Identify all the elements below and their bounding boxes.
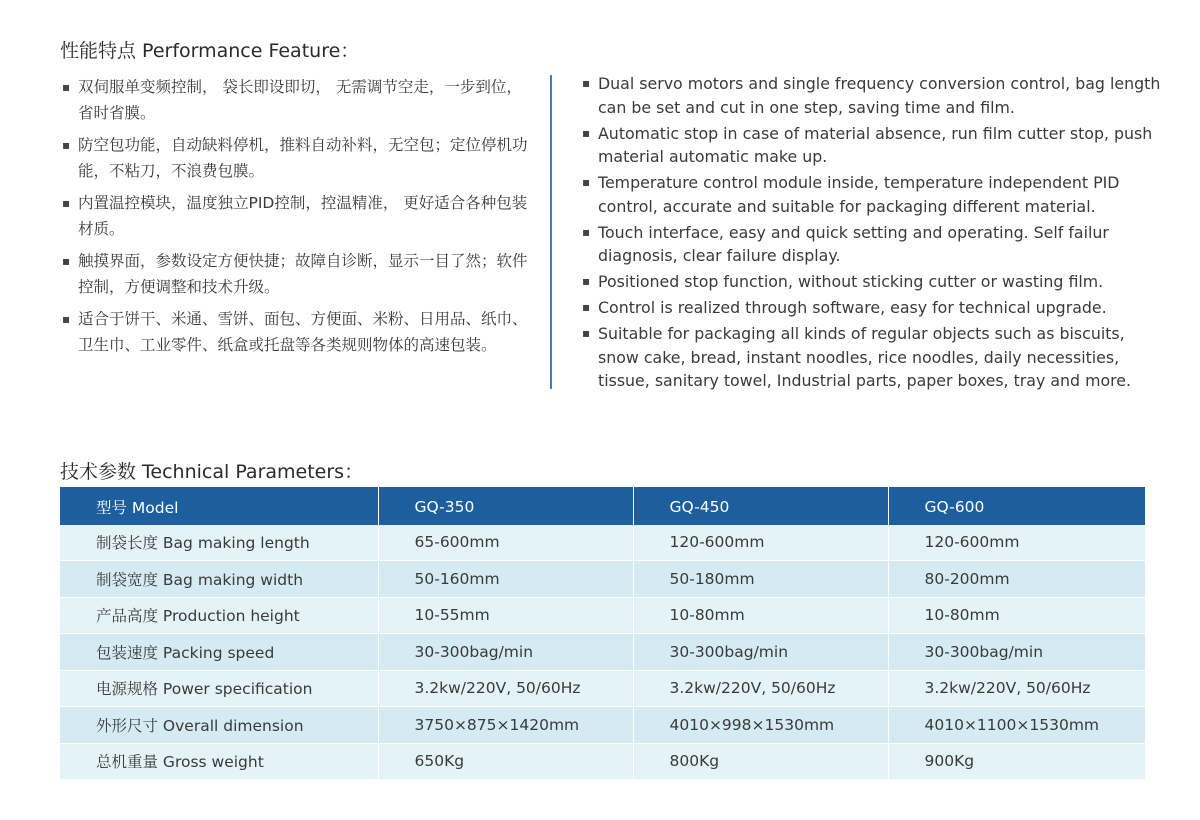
table-cell: 30-300bag/min (633, 634, 888, 671)
table-cell: 3.2kw/220V, 50/60Hz (633, 670, 888, 707)
bullet-icon: ▪ (582, 175, 591, 189)
table-row (60, 743, 1145, 780)
table-cell: 65-600mm (378, 525, 633, 561)
param-label: 总机重量 Gross weight (60, 743, 378, 780)
list-item (62, 74, 532, 126)
list-item (582, 171, 1162, 218)
param-label: 制袋宽度 Bag making width (60, 561, 378, 598)
feature-text: 内置温控模块，温度独立PID控制，控温精准， 更好适合各种包装材质。 (78, 194, 528, 238)
table-cell: 50-180mm (633, 561, 888, 598)
table-row (60, 597, 1145, 634)
table-cell: 4010×1100×1530mm (888, 707, 1145, 744)
table-row (60, 561, 1145, 598)
header-model: 型号 Model (60, 487, 378, 525)
table-cell: 80-200mm (888, 561, 1145, 598)
header-gq350: GQ-350 (378, 487, 633, 525)
feature-text: Touch interface, easy and quick setting and operating. Self failur diagnosis, clear failure display. (598, 222, 1109, 265)
bullet-icon: ▪ (62, 254, 71, 268)
technical-parameters-title: 技术参数 Technical Parameters： (60, 461, 364, 483)
table-row (60, 525, 1145, 561)
table-cell: 650Kg (378, 743, 633, 780)
param-label: 产品高度 Production height (60, 597, 378, 634)
feature-text: Positioned stop function, without sticking cutter or wasting film. (598, 272, 1104, 291)
param-label: 电源规格 Power specification (60, 670, 378, 707)
table-cell: 3.2kw/220V, 50/60Hz (888, 670, 1145, 707)
param-label: 包装速度 Packing speed (60, 634, 378, 671)
list-item (62, 190, 532, 242)
bullet-icon: ▪ (582, 300, 591, 314)
technical-parameters-table (60, 487, 1145, 780)
table-cell: 120-600mm (888, 525, 1145, 561)
table-cell: 10-55mm (378, 597, 633, 634)
list-item (62, 248, 532, 300)
bullet-icon: ▪ (582, 326, 591, 340)
feature-text: Automatic stop in case of material absence, run film cutter stop, push material automatic make up. (598, 123, 1153, 166)
bullet-icon: ▪ (62, 138, 71, 152)
table-cell: 50-160mm (378, 561, 633, 598)
feature-text: Temperature control module inside, temperature independent PID control, accurate and suitable for packaging different material. (598, 173, 1120, 216)
param-label: 外形尺寸 Overall dimension (60, 707, 378, 744)
table-cell: 900Kg (888, 743, 1145, 780)
table-cell: 10-80mm (888, 597, 1145, 634)
table-cell: 3.2kw/220V, 50/60Hz (378, 670, 633, 707)
list-item (62, 132, 532, 184)
list-item (582, 322, 1162, 393)
table-row (60, 707, 1145, 744)
list-item (582, 221, 1162, 268)
bullet-icon: ▪ (582, 125, 591, 140)
feature-text: Control is realized through software, easy for technical upgrade. (598, 298, 1107, 317)
feature-text: 双伺服单变频控制， 袋长即设即切， 无需调节空走，一步到位，省时省膜。 (78, 78, 522, 122)
bullet-icon: ▪ (62, 196, 71, 210)
list-item (582, 72, 1162, 119)
table-cell: 3750×875×1420mm (378, 707, 633, 744)
feature-text: Dual servo motors and single frequency conversion control, bag length can be set and cut in one step, saving time and film. (598, 74, 1161, 117)
table-cell: 4010×998×1530mm (633, 707, 888, 744)
feature-text: Suitable for packaging all kinds of regular objects such as biscuits, snow cake, bread, instant noodles, rice noodles, daily necessities, tissue, sanitary towel, Industrial parts, paper boxes, tray and more. (598, 324, 1132, 390)
feature-text: 触摸界面，参数设定方便快捷；故障自诊断，显示一目了然；软件控制，方便调整和技术升级。 (78, 252, 528, 296)
table-cell: 10-80mm (633, 597, 888, 634)
table-header-row (60, 487, 1145, 525)
feature-list-english (582, 72, 1162, 395)
header-gq600: GQ-600 (888, 487, 1145, 525)
feature-text: 防空包功能，自动缺料停机，推料自动补料，无空包；定位停机功能，不粘刀，不浪费包膜。 (78, 136, 528, 180)
list-item (582, 122, 1162, 169)
bullet-icon: ▪ (582, 224, 591, 239)
table-cell: 30-300bag/min (378, 634, 633, 671)
param-label: 制袋长度 Bag making length (60, 525, 378, 561)
bullet-icon: ▪ (62, 312, 71, 326)
bullet-icon: ▪ (62, 80, 71, 94)
table-cell: 800Kg (633, 743, 888, 780)
column-divider (550, 75, 552, 389)
feature-list-chinese (62, 74, 532, 364)
list-item (582, 296, 1162, 320)
performance-feature-title: 性能特点 Performance Feature： (60, 40, 360, 62)
bullet-icon: ▪ (582, 274, 591, 288)
table-row (60, 634, 1145, 671)
list-item (582, 270, 1162, 294)
list-item (62, 306, 532, 358)
table-cell: 120-600mm (633, 525, 888, 561)
table-cell: 30-300bag/min (888, 634, 1145, 671)
feature-text: 适合于饼干、米通、雪饼、面包、方便面、米粉、日用品、纸巾、卫生巾、工业零件、纸盒或托盘等各类规则物体的高速包装。 (78, 310, 528, 354)
table-row (60, 670, 1145, 707)
header-gq450: GQ-450 (633, 487, 888, 525)
bullet-icon: ▪ (582, 76, 591, 90)
